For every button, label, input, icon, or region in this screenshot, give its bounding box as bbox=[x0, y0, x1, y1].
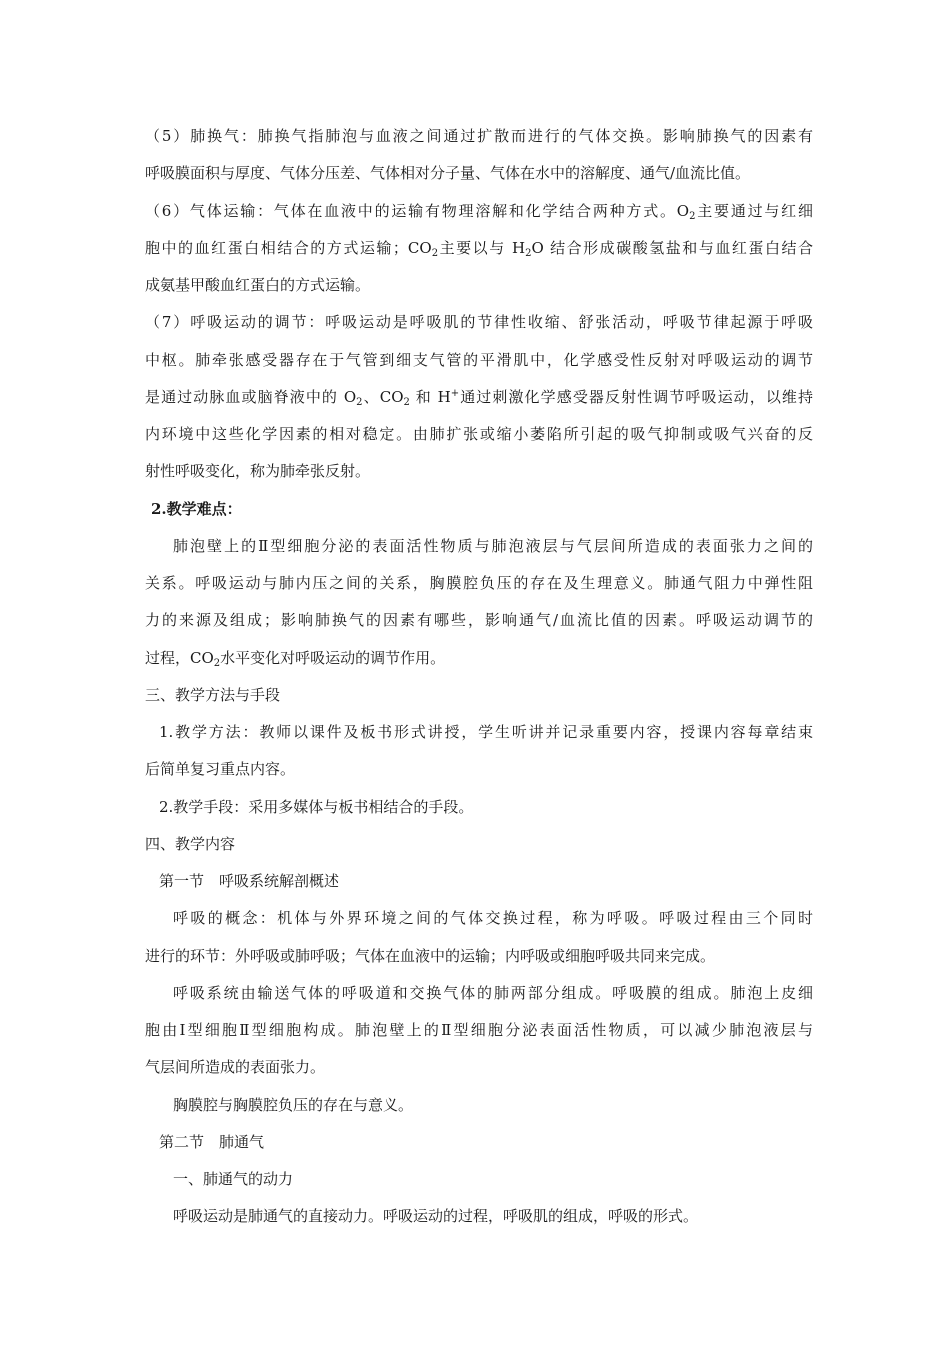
s1-para-3: 胸膜腔与胸膜腔负压的存在与意义。 bbox=[173, 1095, 414, 1114]
sec7-line-4: 内环境中这些化学因素的相对稳定。由肺扩张或缩小萎陷所引起的吸气抑制或吸气兴奋的反 bbox=[145, 425, 813, 443]
sec6-line-2 bbox=[145, 230, 813, 267]
text-run: （6）气体运输：气体在血液中的运输有物理溶解和化学结合两种方式。O bbox=[145, 201, 690, 220]
text-run: 过程，CO bbox=[145, 648, 214, 667]
difficulty-heading: 2.教学难点： bbox=[151, 499, 242, 518]
difficulty-line-4 bbox=[145, 640, 813, 677]
content-heading: 四、教学内容 bbox=[145, 834, 236, 853]
subscript: 2 bbox=[356, 396, 363, 408]
subscript: 2 bbox=[403, 396, 410, 408]
text-run: 是通过动脉血或脑脊液中的 O bbox=[145, 387, 357, 406]
subscript: 2 bbox=[525, 247, 532, 259]
text-run: 主要通过与红细 bbox=[695, 201, 813, 220]
section-2-title: 第二节 肺通气 bbox=[159, 1132, 265, 1151]
subscript: 2 bbox=[431, 247, 439, 259]
subscript: 2 bbox=[213, 657, 221, 669]
text-run: 胞中的血红蛋白相结合的方式运输；CO bbox=[145, 238, 432, 257]
text-run: O 结合形成碳酸氢盐和与血红蛋白结合 bbox=[531, 238, 813, 257]
document-body bbox=[145, 118, 813, 1236]
sec7-line-1: （7）呼吸运动的调节：呼吸运动是呼吸肌的节律性收缩、舒张活动，呼吸节律起源于呼吸 bbox=[145, 313, 813, 332]
sec6-line-1 bbox=[145, 193, 813, 230]
s1-para-2-line-2: 胞由Ⅰ型细胞Ⅱ型细胞构成。肺泡壁上的Ⅱ型细胞分泌表面活性物质，可以减少肺泡液层与 bbox=[145, 1021, 813, 1039]
sec7-line-2: 中枢。肺牵张感受器存在于气管到细支气管的平滑肌中，化学感受性反射对呼吸运动的调节 bbox=[145, 350, 813, 369]
methods-item-1-line-1: 1.教学方法：教师以课件及板书形式讲授，学生听讲并记录重要内容，授课内容每章结束 bbox=[159, 723, 813, 741]
section-1-title: 第一节 呼吸系统解剖概述 bbox=[159, 872, 340, 890]
s1-para-2-line-3: 气层间所造成的表面张力。 bbox=[145, 1058, 326, 1077]
methods-heading: 三、教学方法与手段 bbox=[145, 685, 281, 704]
sec6-line-3: 成氨基甲酸血红蛋白的方式运输。 bbox=[145, 276, 371, 294]
s1-para-1-line-2: 进行的环节：外呼吸或肺呼吸；气体在血液中的运输；内呼吸或细胞呼吸共同来完成。 bbox=[145, 946, 716, 965]
difficulty-line-1: 肺泡壁上的Ⅱ型细胞分泌的表面活性物质与肺泡液层与气层间所造成的表面张力之间的 bbox=[173, 536, 813, 555]
superscript: + bbox=[450, 387, 460, 399]
sec5-line-2: 呼吸膜面积与厚度、气体分压差、气体相对分子量、气体在水中的溶解度、通气/血流比值。 bbox=[145, 164, 751, 183]
subscript: 2 bbox=[689, 210, 696, 222]
sec5-line-1: （5）肺换气：肺换气指肺泡与血液之间通过扩散而进行的气体交换。影响肺换气的因素有 bbox=[145, 127, 813, 145]
difficulty-line-2: 关系。呼吸运动与肺内压之间的关系，胸膜腔负压的存在及生理意义。肺通气阻力中弹性阻 bbox=[145, 574, 813, 592]
sec7-line-5: 射性呼吸变化，称为肺牵张反射。 bbox=[145, 462, 371, 481]
text-run: 、CO bbox=[362, 387, 404, 406]
sec7-line-3 bbox=[145, 379, 813, 416]
s1-para-2-line-1: 呼吸系统由输送气体的呼吸道和交换气体的肺两部分组成。呼吸膜的组成。肺泡上皮细 bbox=[173, 983, 813, 1002]
s1-para-1-line-1: 呼吸的概念：机体与外界环境之间的气体交换过程，称为呼吸。呼吸过程由三个同时 bbox=[173, 909, 813, 928]
difficulty-line-3: 力的来源及组成；影响肺换气的因素有哪些，影响通气/血流比值的因素。呼吸运动调节的 bbox=[145, 611, 813, 630]
text-run: 和 H bbox=[409, 387, 451, 406]
section-2-subheading: 一、肺通气的动力 bbox=[173, 1170, 294, 1188]
methods-item-1-line-2: 后简单复习重点内容。 bbox=[145, 760, 296, 779]
text-run: 水平变化对呼吸运动的调节作用。 bbox=[220, 648, 446, 667]
text-run: 通过刺激化学感受器反射性调节呼吸运动，以维持 bbox=[459, 387, 813, 406]
text-run: 主要以与 H bbox=[438, 238, 526, 257]
s2-para-1: 呼吸运动是肺通气的直接动力。呼吸运动的过程，呼吸肌的组成，呼吸的形式。 bbox=[173, 1207, 699, 1226]
methods-item-2: 2.教学手段：采用多媒体与板书相结合的手段。 bbox=[159, 797, 474, 816]
